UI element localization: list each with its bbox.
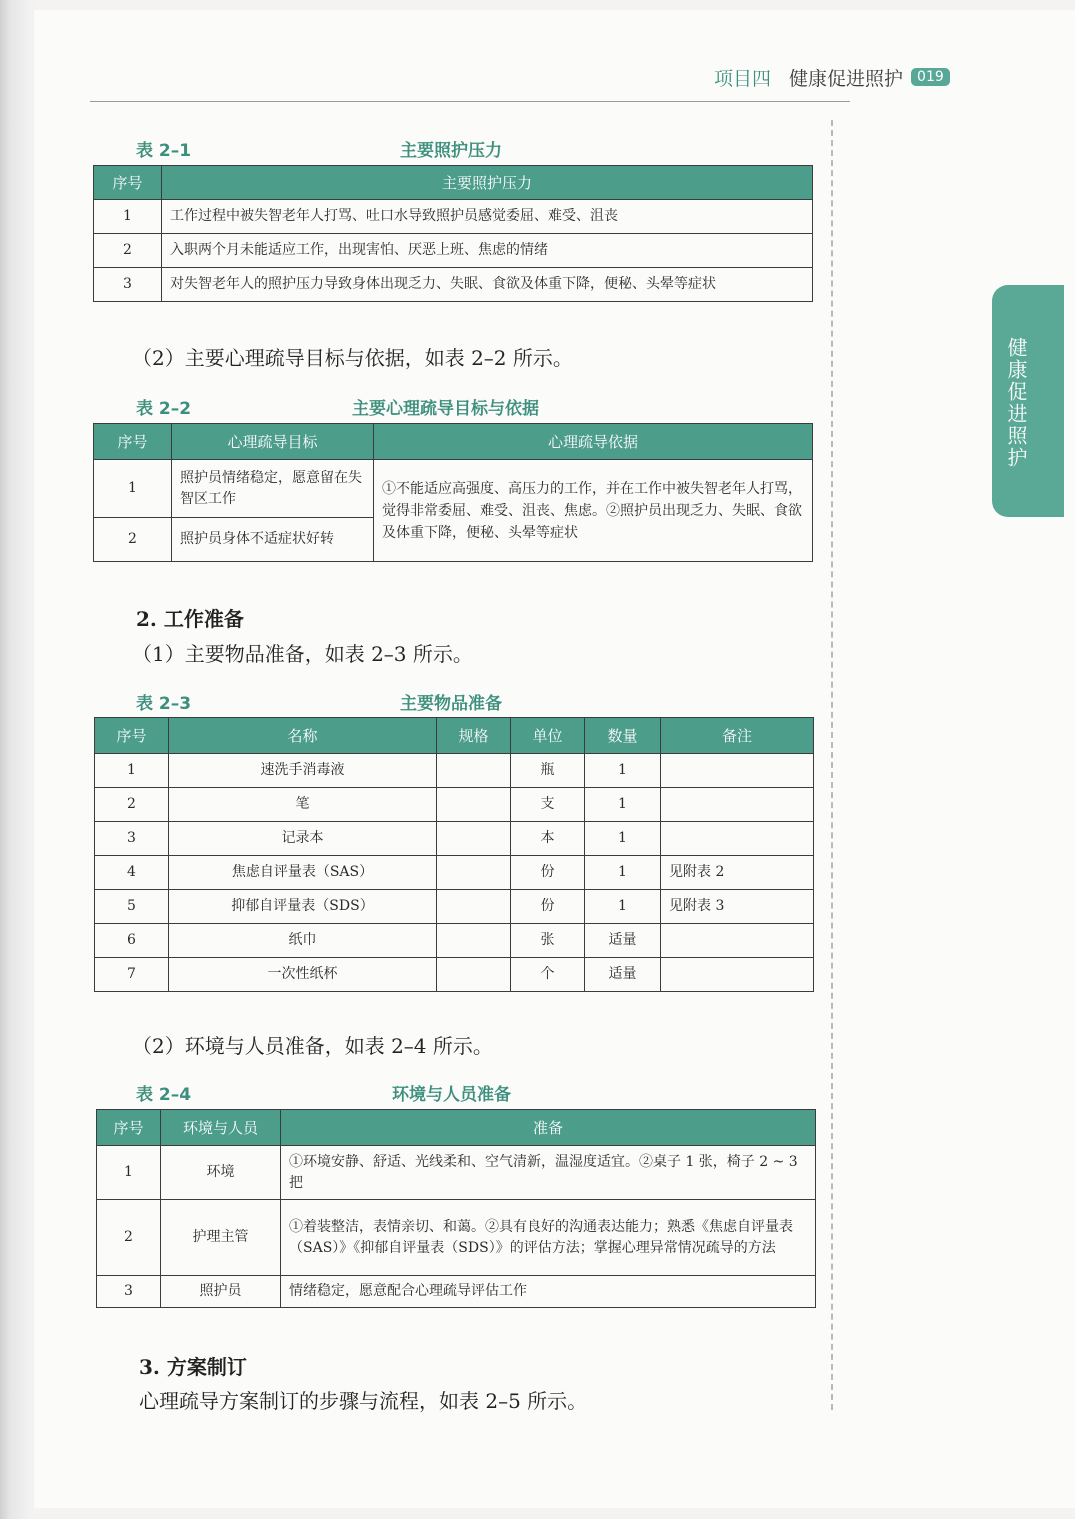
table2-caption <box>136 394 816 419</box>
cell: 抑郁自评量表（SDS） <box>169 890 437 924</box>
cell: 个 <box>511 958 585 992</box>
cell: 1 <box>585 754 661 788</box>
cell: 照护员情绪稳定，愿意留在失智区工作 <box>172 460 374 518</box>
cell <box>437 856 511 890</box>
table1-header: 序号 <box>94 166 162 200</box>
table1-title: 主要照护压力 <box>400 141 502 161</box>
cell <box>437 890 511 924</box>
cell: 份 <box>511 890 585 924</box>
table-row <box>94 268 813 302</box>
cell: 焦虑自评量表（SAS） <box>169 856 437 890</box>
table3-title: 主要物品准备 <box>400 694 502 714</box>
cell: 1 <box>95 754 169 788</box>
cell: 4 <box>95 856 169 890</box>
table4-title: 环境与人员准备 <box>392 1085 511 1105</box>
cell: 2 <box>94 234 162 268</box>
table2-title: 主要心理疏导目标与依据 <box>352 399 539 419</box>
cell: 1 <box>94 200 162 234</box>
table2-header: 序号 <box>94 424 172 460</box>
table1 <box>93 165 813 302</box>
header-rule <box>90 101 850 102</box>
table4-header: 环境与人员 <box>161 1110 281 1146</box>
table-row <box>94 234 813 268</box>
cell: 2 <box>95 788 169 822</box>
table2-header: 心理疏导目标 <box>172 424 374 460</box>
cell: 3 <box>95 822 169 856</box>
cell: 照护员 <box>161 1276 281 1308</box>
cell: 7 <box>95 958 169 992</box>
cell: 护理主管 <box>161 1200 281 1276</box>
table1-number: 表 2–1 <box>136 141 192 161</box>
table4-caption <box>136 1080 816 1105</box>
cell: 3 <box>94 268 162 302</box>
cell: 对失智老年人的照护压力导致身体出现乏力、失眠、食欲及体重下降，便秘、头晕等症状 <box>162 268 813 302</box>
table2-header: 心理疏导依据 <box>374 424 813 460</box>
table4-number: 表 2–4 <box>136 1085 192 1105</box>
table3-header: 单位 <box>511 718 585 754</box>
cell <box>437 958 511 992</box>
table-row <box>95 822 814 856</box>
cell: 1 <box>97 1146 161 1200</box>
cell: 5 <box>95 890 169 924</box>
table3-number: 表 2–3 <box>136 694 192 714</box>
table4 <box>96 1109 816 1308</box>
cell: 3 <box>97 1276 161 1308</box>
table-row <box>97 1146 816 1200</box>
table-row <box>95 924 814 958</box>
table2-number: 表 2–2 <box>136 399 192 419</box>
cell: 1 <box>585 856 661 890</box>
table-row <box>95 788 814 822</box>
cell: 速洗手消毒液 <box>169 754 437 788</box>
page-number: 019 <box>911 68 950 86</box>
cell: ①着装整洁，表情亲切、和蔼。②具有良好的沟通表达能力；熟悉《焦虑自评量表（SAS）》《抑郁自评量表（SDS）》的评估方法；掌握心理异常情况疏导的方法 <box>281 1200 816 1276</box>
margin-dashed-line <box>831 120 833 1410</box>
section-heading: 3. 方案制订 <box>139 1355 247 1379</box>
side-tab-label: 健康促进照护 <box>1004 337 1028 469</box>
table-row <box>94 460 813 518</box>
cell: 一次性纸杯 <box>169 958 437 992</box>
header-title: 健康促进照护 <box>789 67 904 90</box>
cell: 2 <box>97 1200 161 1276</box>
cell: 本 <box>511 822 585 856</box>
cell: 张 <box>511 924 585 958</box>
cell: 份 <box>511 856 585 890</box>
cell: 2 <box>94 518 172 562</box>
cell <box>437 924 511 958</box>
cell: 适量 <box>585 958 661 992</box>
table4-header: 准备 <box>281 1110 816 1146</box>
cell: 笔 <box>169 788 437 822</box>
table1-caption <box>136 136 816 161</box>
table-row <box>97 1276 816 1308</box>
table3-header: 名称 <box>169 718 437 754</box>
cell: ①不能适应高强度、高压力的工作，并在工作中被失智老年人打骂，觉得非常委屈、难受、沮丧、焦虑。②照护员出现乏力、失眠、食欲及体重下降，便秘、头晕等症状 <box>374 460 813 562</box>
cell: 纸巾 <box>169 924 437 958</box>
table3-header: 规格 <box>437 718 511 754</box>
table3-caption <box>136 689 816 714</box>
paragraph: （2）主要心理疏导目标与依据，如表 2–2 所示。 <box>132 346 573 370</box>
paragraph: （1）主要物品准备，如表 2–3 所示。 <box>132 642 473 666</box>
table3-header: 备注 <box>661 718 814 754</box>
header-project: 项目四 <box>714 67 772 90</box>
cell <box>661 788 814 822</box>
cell <box>661 924 814 958</box>
cell: 照护员身体不适症状好转 <box>172 518 374 562</box>
cell: 情绪稳定，愿意配合心理疏导评估工作 <box>281 1276 816 1308</box>
table1-header: 主要照护压力 <box>162 166 813 200</box>
cell: 6 <box>95 924 169 958</box>
cell: 见附表 2 <box>661 856 814 890</box>
table3-header: 序号 <box>95 718 169 754</box>
table-row <box>95 754 814 788</box>
cell: 环境 <box>161 1146 281 1200</box>
running-header <box>714 64 950 90</box>
section-heading: 2. 工作准备 <box>136 607 244 631</box>
paragraph: 心理疏导方案制订的步骤与流程，如表 2–5 所示。 <box>139 1389 588 1413</box>
cell: 记录本 <box>169 822 437 856</box>
cell: 工作过程中被失智老年人打骂、吐口水导致照护员感觉委屈、难受、沮丧 <box>162 200 813 234</box>
cell: 瓶 <box>511 754 585 788</box>
table4-header: 序号 <box>97 1110 161 1146</box>
cell <box>437 822 511 856</box>
cell: 1 <box>585 890 661 924</box>
cell <box>661 958 814 992</box>
cell: ①环境安静、舒适、光线柔和、空气清新，温湿度适宜。②桌子 1 张，椅子 2 ~ 3 把 <box>281 1146 816 1200</box>
cell <box>661 754 814 788</box>
paragraph: （2）环境与人员准备，如表 2–4 所示。 <box>132 1034 493 1058</box>
cell: 1 <box>585 822 661 856</box>
cell <box>437 788 511 822</box>
cell: 1 <box>94 460 172 518</box>
table-row <box>95 856 814 890</box>
table-row <box>97 1200 816 1276</box>
cell: 入职两个月未能适应工作，出现害怕、厌恶上班、焦虑的情绪 <box>162 234 813 268</box>
cell: 支 <box>511 788 585 822</box>
chapter-side-tab <box>992 285 1064 517</box>
table-row <box>95 890 814 924</box>
cell: 1 <box>585 788 661 822</box>
table-row <box>94 200 813 234</box>
table3 <box>94 717 814 992</box>
cell <box>661 822 814 856</box>
book-binding-shadow <box>0 0 34 1519</box>
cell: 见附表 3 <box>661 890 814 924</box>
table2 <box>93 423 813 562</box>
cell: 适量 <box>585 924 661 958</box>
table-row <box>95 958 814 992</box>
table3-header: 数量 <box>585 718 661 754</box>
cell <box>437 754 511 788</box>
